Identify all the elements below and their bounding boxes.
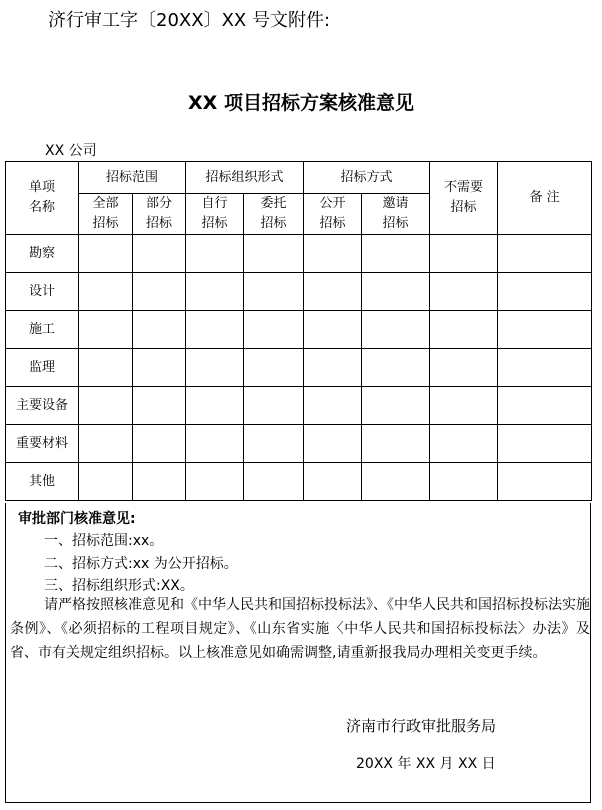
opinion-item-method: 二、招标方式:xx 为公开招标。 [44, 556, 238, 572]
header-scope-part: 部分 招标 [133, 194, 186, 235]
approval-opinion-box [5, 503, 591, 803]
page-title: XX 项目招标方案核准意见 [188, 92, 414, 114]
issuing-authority: 济南市行政审批服务局 [346, 717, 497, 735]
row-label: 勘察 [6, 235, 79, 273]
row-label: 其他 [6, 463, 79, 501]
row-label: 施工 [6, 311, 79, 349]
document-reference-line: 济行审工字〔20XX〕XX 号文附件: [48, 10, 331, 31]
opinion-item-org-form: 三、招标组织形式:XX。 [44, 578, 194, 594]
row-label: 主要设备 [6, 387, 79, 425]
header-scope: 招标范围 [79, 162, 186, 194]
opinion-title: 审批部门核准意见: [18, 511, 136, 527]
table-row [6, 235, 592, 273]
issue-date: 20XX 年 XX 月 XX 日 [356, 756, 496, 772]
header-scope-all: 全部 招标 [79, 194, 133, 235]
table-row [6, 387, 592, 425]
header-org-entrust: 委托 招标 [244, 194, 304, 235]
header-org-form: 招标组织形式 [186, 162, 304, 194]
header-method: 招标方式 [304, 162, 430, 194]
table-row [6, 311, 592, 349]
table-row [6, 273, 592, 311]
opinion-item-scope: 一、招标范围:xx。 [44, 533, 164, 549]
header-method-invite: 邀请 招标 [362, 194, 430, 235]
row-label: 监理 [6, 349, 79, 387]
table-row [6, 463, 592, 501]
row-label: 重要材料 [6, 425, 79, 463]
header-unit-name: 单项 名称 [6, 162, 79, 235]
table-row [6, 349, 592, 387]
row-label: 设计 [6, 273, 79, 311]
header-org-self: 自行 招标 [186, 194, 244, 235]
company-name: XX 公司 [45, 143, 97, 159]
header-no-need: 不需要 招标 [430, 162, 498, 235]
table-row [6, 425, 592, 463]
header-remarks: 备 注 [498, 162, 592, 235]
opinion-paragraph: 请严格按照核准意见和《中华人民共和国招标投标法》、《中华人民共和国招标投标法实施条例》、《必须招标的工程项目规定》、《山东省实施〈中华人民共和国招标投标法〉办法》及省、市有关规定组织招标。以上核准意见如确需调整,请重新报我局办理相关变更手续。 [10, 597, 590, 661]
approval-table [5, 161, 592, 501]
header-method-open: 公开 招标 [304, 194, 362, 235]
